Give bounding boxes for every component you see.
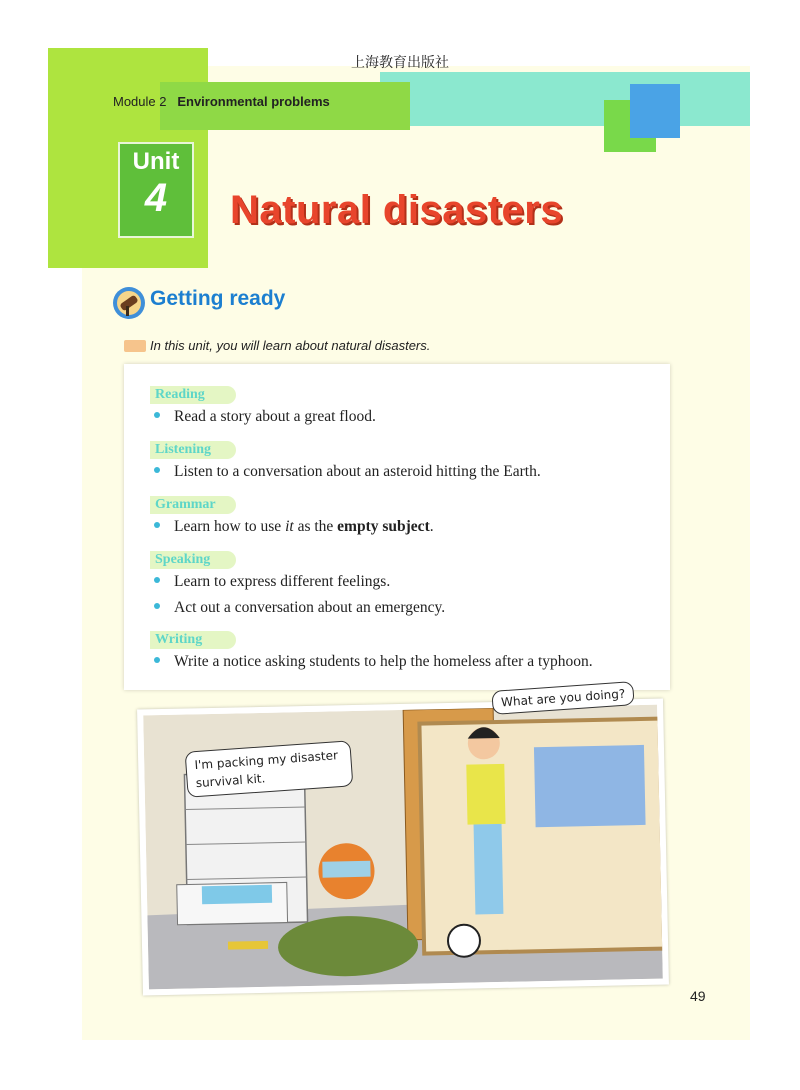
list-item-text: Learn how to use xyxy=(174,518,286,535)
intro-text: In this unit, you will learn about natural disasters. xyxy=(150,338,431,353)
list-item-text: . xyxy=(429,518,434,535)
module-label: Module 2 xyxy=(113,94,167,109)
unit-number: 4 xyxy=(144,176,168,220)
bullet-icon xyxy=(154,657,160,663)
bullet-icon xyxy=(154,603,160,609)
objectives-card xyxy=(124,364,670,690)
list-item xyxy=(154,408,376,426)
page-number: 49 xyxy=(690,988,706,1004)
boy-trousers xyxy=(474,824,504,915)
football xyxy=(448,924,481,957)
list-item-text: Write a notice asking students to help the homeless after a typhoon. xyxy=(174,653,593,670)
list-item-bold: empty subject xyxy=(337,518,430,535)
bullet-icon xyxy=(154,522,160,528)
list-item xyxy=(154,463,541,481)
module-heading xyxy=(113,94,330,109)
boy-shirt xyxy=(466,764,505,825)
list-item xyxy=(154,573,390,591)
intro-marker xyxy=(124,340,146,352)
list-item xyxy=(154,653,593,671)
section-tag-reading: Reading xyxy=(150,386,236,404)
module-name: Environmental problems xyxy=(177,94,330,109)
cartoon-illustration xyxy=(143,705,663,990)
bed xyxy=(534,745,646,827)
list-item xyxy=(154,518,434,536)
speech-bubble-boy: What are you doing? xyxy=(491,681,635,715)
section-tag-writing: Writing xyxy=(150,631,236,649)
telescope-icon xyxy=(112,286,146,320)
section-tag-listening: Listening xyxy=(150,441,236,459)
illustration-frame xyxy=(137,699,669,996)
publisher-name: 上海教育出版社 xyxy=(351,55,449,71)
list-item-text: Act out a conversation about an emergency. xyxy=(174,599,446,616)
bullet-icon xyxy=(154,412,160,418)
page-title: Natural disasters xyxy=(230,188,564,232)
unit-badge xyxy=(118,142,194,238)
unit-word: Unit xyxy=(132,148,180,175)
bullet-icon xyxy=(154,467,160,473)
list-item-text: Read a story about a great flood. xyxy=(174,408,376,425)
list-item-text: Listen to a conversation about an asteroid hitting the Earth. xyxy=(174,463,541,480)
section-tag-speaking: Speaking xyxy=(150,551,236,569)
list-item xyxy=(154,599,445,617)
decor-square-blue xyxy=(630,84,680,138)
sunglasses xyxy=(228,941,268,950)
header-teal-band xyxy=(380,72,750,126)
speech-bubble-robot: I'm packing my disaster survival kit. xyxy=(185,740,354,797)
bullet-icon xyxy=(154,577,160,583)
list-item-text: Learn to express different feelings. xyxy=(174,573,391,590)
section-tag-grammar: Grammar xyxy=(150,496,236,514)
list-item-text: as the xyxy=(293,518,338,535)
list-item-italic: it xyxy=(285,518,294,535)
getting-ready-heading: Getting ready xyxy=(150,287,286,310)
